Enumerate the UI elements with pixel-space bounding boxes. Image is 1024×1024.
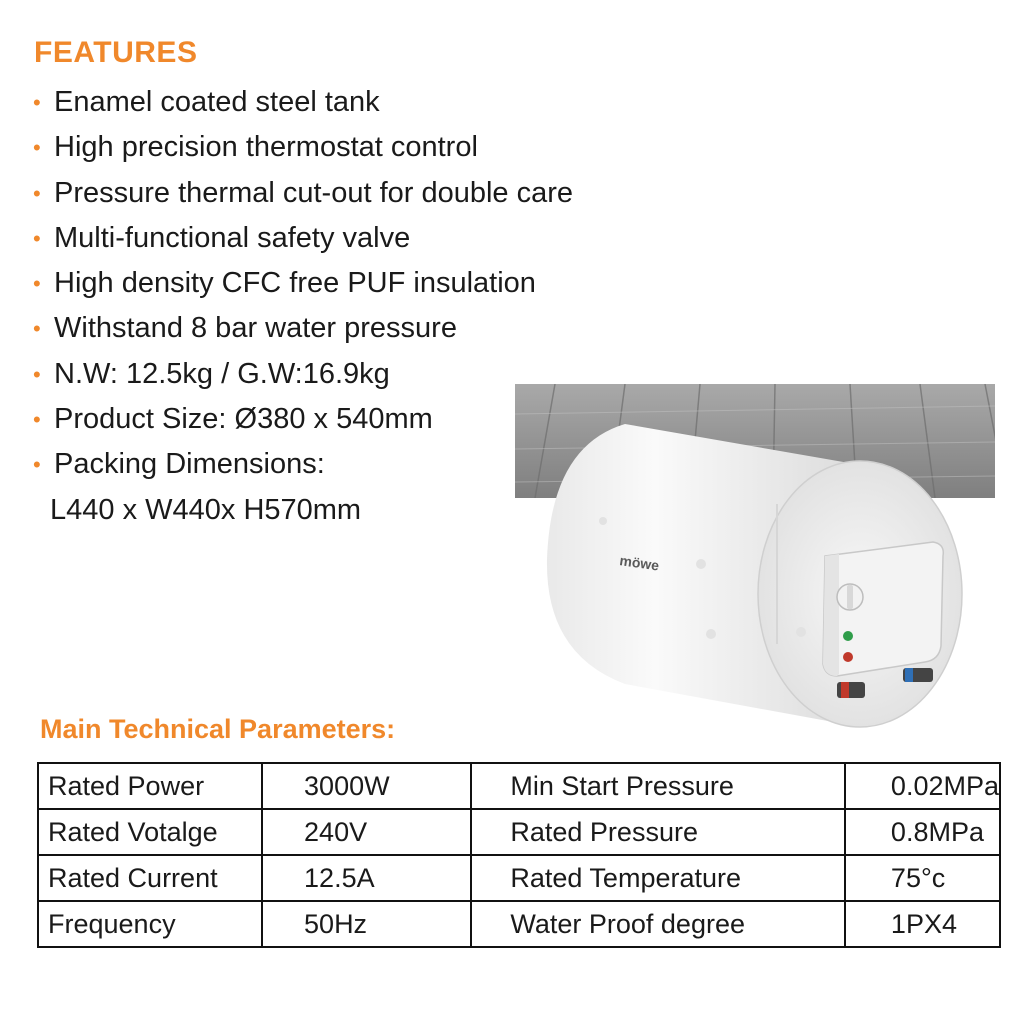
list-item <box>30 80 573 125</box>
technical-parameters-table <box>37 762 1001 948</box>
table-cell: Min Start Pressure <box>471 763 845 809</box>
bullet-icon: • <box>33 407 41 433</box>
table-cell: Water Proof degree <box>471 901 845 947</box>
table-cell: Rated Power <box>38 763 262 809</box>
bullet-icon: • <box>33 180 41 206</box>
list-item <box>30 306 573 351</box>
table-row <box>38 809 1000 855</box>
feature-text: Packing Dimensions: <box>54 448 325 481</box>
bullet-icon: • <box>33 452 41 478</box>
table-cell: Rated Pressure <box>471 809 845 855</box>
feature-text: Product Size: Ø380 x 540mm <box>54 403 433 436</box>
table-cell: Rated Current <box>38 855 262 901</box>
feature-text: N.W: 12.5kg / G.W:16.9kg <box>54 357 390 390</box>
table-cell: 75°c <box>845 855 1000 901</box>
bullet-icon: • <box>33 90 41 115</box>
parameters-title: Main Technical Parameters: <box>40 714 396 744</box>
bullet-icon: • <box>33 135 41 161</box>
table-cell: Frequency <box>38 901 262 947</box>
table-row <box>38 763 1000 809</box>
feature-text: High precision thermostat control <box>54 131 478 164</box>
table-cell: Rated Votalge <box>38 809 262 855</box>
list-item <box>30 442 573 533</box>
list-item <box>30 352 573 397</box>
table-cell: 50Hz <box>262 901 471 947</box>
water-heater-illustration <box>515 384 995 734</box>
product-image <box>515 384 995 734</box>
table-cell: 12.5A <box>262 855 471 901</box>
feature-text: Multi-functional safety valve <box>54 221 411 254</box>
table-cell: 1PX4 <box>845 901 1000 947</box>
bullet-icon: • <box>33 361 41 387</box>
list-item <box>30 171 573 216</box>
bullet-icon: • <box>33 225 41 251</box>
table-cell: 0.02MPa <box>845 763 1000 809</box>
packing-dimensions-value: L440 x W440x H570mm <box>50 493 362 526</box>
table-cell: 0.8MPa <box>845 809 1000 855</box>
list-item <box>30 261 573 306</box>
feature-text: High density CFC free PUF insulation <box>54 267 536 300</box>
table-cell: Rated Temperature <box>471 855 845 901</box>
feature-text: Pressure thermal cut-out for double care <box>54 176 574 209</box>
bullet-icon: • <box>33 271 41 297</box>
feature-text: Withstand 8 bar water pressure <box>54 312 457 345</box>
features-list <box>30 80 573 533</box>
table-row <box>38 901 1000 947</box>
list-item <box>30 216 573 261</box>
feature-text: Enamel coated steel tank <box>54 86 380 118</box>
features-title: FEATURES <box>34 36 198 69</box>
table-row <box>38 855 1000 901</box>
bullet-icon: • <box>33 316 41 342</box>
table-cell: 3000W <box>262 763 471 809</box>
svg-text:möwe: möwe <box>618 552 661 574</box>
list-item <box>30 397 573 442</box>
table-cell: 240V <box>262 809 471 855</box>
list-item <box>30 125 573 170</box>
